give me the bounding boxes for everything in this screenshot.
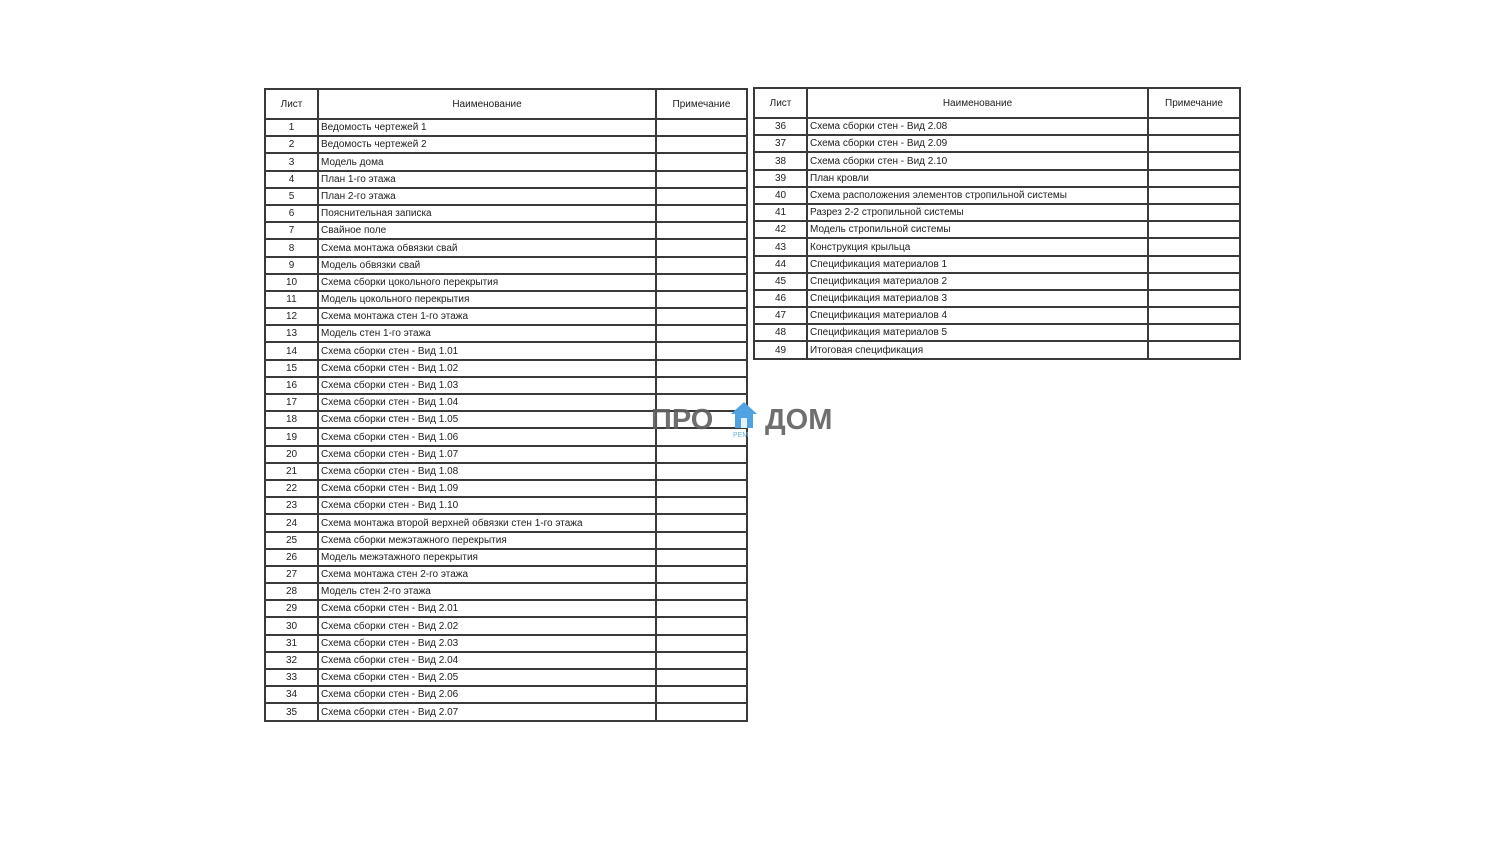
sheet-note-cell	[656, 188, 747, 205]
watermark-subtext: РЕМ	[733, 432, 749, 439]
table-row	[265, 153, 747, 170]
sheet-number-cell: 41	[754, 204, 807, 221]
sheet-name-cell: Разрез 2-2 стропильной системы	[807, 204, 1148, 221]
table-row	[265, 188, 747, 205]
sheet-name-cell: Схема монтажа стен 2-го этажа	[318, 566, 656, 583]
sheet-name-cell: Спецификация материалов 3	[807, 290, 1148, 307]
sheet-name-cell: Модель стен 2-го этажа	[318, 583, 656, 600]
sheet-note-cell	[656, 239, 747, 256]
sheet-number-cell: 34	[265, 686, 318, 703]
sheet-number-cell: 15	[265, 360, 318, 377]
sheet-number-cell: 29	[265, 600, 318, 617]
table-row	[265, 652, 747, 669]
sheet-note-cell	[1148, 307, 1240, 324]
sheet-name-cell: Спецификация материалов 2	[807, 273, 1148, 290]
table-row	[754, 152, 1240, 169]
table-row	[265, 566, 747, 583]
table-row	[265, 119, 747, 136]
header-sheet: Лист	[265, 89, 318, 119]
table-row	[754, 221, 1240, 238]
sheet-note-cell	[656, 342, 747, 359]
table-row	[265, 446, 747, 463]
sheet-number-cell: 18	[265, 411, 318, 428]
sheet-name-cell: Схема сборки стен - Вид 2.05	[318, 669, 656, 686]
sheet-note-cell	[1148, 324, 1240, 341]
pro-dom-watermark	[651, 400, 851, 444]
table-row	[265, 617, 747, 634]
sheet-note-cell	[656, 497, 747, 514]
sheet-name-cell: Схема монтажа второй верхней обвязки стен 1-го этажа	[318, 514, 656, 531]
sheet-note-cell	[656, 566, 747, 583]
sheet-name-cell: Схема сборки стен - Вид 2.02	[318, 617, 656, 634]
table-row	[265, 480, 747, 497]
sheet-name-cell: Схема сборки стен - Вид 1.07	[318, 446, 656, 463]
sheet-number-cell: 36	[754, 118, 807, 135]
table-row	[265, 136, 747, 153]
table-row	[754, 135, 1240, 152]
table-row	[754, 238, 1240, 255]
sheet-name-cell: Пояснительная записка	[318, 205, 656, 222]
sheet-number-cell: 17	[265, 394, 318, 411]
sheet-name-cell: Схема сборки стен - Вид 1.10	[318, 497, 656, 514]
sheet-note-cell	[656, 600, 747, 617]
sheet-number-cell: 7	[265, 222, 318, 239]
table-row	[265, 325, 747, 342]
sheet-number-cell: 46	[754, 290, 807, 307]
table-row	[265, 514, 747, 531]
table-row	[265, 257, 747, 274]
table-header-row	[265, 89, 747, 119]
sheet-number-cell: 49	[754, 341, 807, 358]
sheet-note-cell	[1148, 221, 1240, 238]
sheet-note-cell	[656, 257, 747, 274]
sheet-name-cell: Схема сборки стен - Вид 2.09	[807, 135, 1148, 152]
sheet-note-cell	[1148, 152, 1240, 169]
sheet-name-cell: Ведомость чертежей 2	[318, 136, 656, 153]
sheet-number-cell: 27	[265, 566, 318, 583]
house-icon	[729, 400, 759, 430]
sheet-name-cell: Схема сборки стен - Вид 1.02	[318, 360, 656, 377]
sheet-number-cell: 44	[754, 256, 807, 273]
sheet-note-cell	[1148, 204, 1240, 221]
table-row	[265, 703, 747, 720]
sheet-number-cell: 35	[265, 703, 318, 720]
table-row	[265, 669, 747, 686]
sheet-note-cell	[656, 325, 747, 342]
sheet-name-cell: Модель цокольного перекрытия	[318, 291, 656, 308]
sheet-name-cell: Схема сборки стен - Вид 2.04	[318, 652, 656, 669]
sheet-note-cell	[656, 446, 747, 463]
watermark-text-right: ДОМ	[765, 404, 833, 436]
table-row	[265, 291, 747, 308]
sheet-name-cell: Спецификация материалов 1	[807, 256, 1148, 273]
sheet-number-cell: 32	[265, 652, 318, 669]
sheet-number-cell: 11	[265, 291, 318, 308]
sheet-number-cell: 39	[754, 170, 807, 187]
sheet-note-cell	[1148, 118, 1240, 135]
sheet-name-cell: Схема сборки стен - Вид 2.10	[807, 152, 1148, 169]
sheet-note-cell	[656, 119, 747, 136]
sheet-note-cell	[656, 480, 747, 497]
table-row	[265, 360, 747, 377]
sheet-note-cell	[1148, 187, 1240, 204]
sheet-number-cell: 33	[265, 669, 318, 686]
sheet-name-cell: Схема монтажа обвязки свай	[318, 239, 656, 256]
sheet-note-cell	[656, 617, 747, 634]
table-row	[265, 686, 747, 703]
sheet-name-cell: План 2-го этажа	[318, 188, 656, 205]
sheet-note-cell	[1148, 290, 1240, 307]
table-row	[265, 308, 747, 325]
sheet-note-cell	[656, 274, 747, 291]
table-body-right	[754, 118, 1240, 359]
table-row	[265, 497, 747, 514]
sheet-name-cell: Схема сборки стен - Вид 2.06	[318, 686, 656, 703]
sheet-name-cell: Схема сборки стен - Вид 2.08	[807, 118, 1148, 135]
sheet-number-cell: 14	[265, 342, 318, 359]
sheet-number-cell: 13	[265, 325, 318, 342]
sheet-note-cell	[656, 153, 747, 170]
sheet-note-cell	[656, 703, 747, 720]
sheet-note-cell	[1148, 238, 1240, 255]
table-row	[265, 532, 747, 549]
sheet-name-cell: Схема сборки стен - Вид 1.01	[318, 342, 656, 359]
sheet-number-cell: 12	[265, 308, 318, 325]
sheet-name-cell: Схема сборки стен - Вид 1.04	[318, 394, 656, 411]
table-row	[265, 463, 747, 480]
sheet-note-cell	[656, 686, 747, 703]
sheet-note-cell	[656, 635, 747, 652]
sheet-name-cell: План 1-го этажа	[318, 171, 656, 188]
sheet-number-cell: 47	[754, 307, 807, 324]
table-row	[754, 273, 1240, 290]
sheet-name-cell: Свайное поле	[318, 222, 656, 239]
sheet-note-cell	[1148, 341, 1240, 358]
table-row	[754, 324, 1240, 341]
table-row	[265, 274, 747, 291]
watermark-text-left: ПРО	[651, 404, 714, 436]
header-note: Примечание	[1148, 88, 1240, 118]
sheet-note-cell	[656, 291, 747, 308]
sheet-name-cell: Модель обвязки свай	[318, 257, 656, 274]
sheet-number-cell: 5	[265, 188, 318, 205]
sheet-note-cell	[1148, 273, 1240, 290]
sheet-number-cell: 20	[265, 446, 318, 463]
table-row	[265, 549, 747, 566]
table-row	[754, 290, 1240, 307]
sheet-note-cell	[656, 360, 747, 377]
table-row	[265, 205, 747, 222]
sheet-number-cell: 30	[265, 617, 318, 634]
sheet-note-cell	[656, 222, 747, 239]
table-row	[265, 635, 747, 652]
sheet-name-cell: План кровли	[807, 170, 1148, 187]
table-header-row	[754, 88, 1240, 118]
table-row	[265, 222, 747, 239]
sheet-note-cell	[656, 532, 747, 549]
sheet-number-cell: 2	[265, 136, 318, 153]
sheet-note-cell	[656, 377, 747, 394]
sheet-number-cell: 8	[265, 239, 318, 256]
sheet-name-cell: Схема сборки стен - Вид 1.06	[318, 428, 656, 445]
sheet-number-cell: 48	[754, 324, 807, 341]
sheet-number-cell: 37	[754, 135, 807, 152]
table-row	[265, 583, 747, 600]
sheet-number-cell: 16	[265, 377, 318, 394]
table-row	[754, 170, 1240, 187]
sheet-name-cell: Модель межэтажного перекрытия	[318, 549, 656, 566]
sheet-number-cell: 25	[265, 532, 318, 549]
sheet-number-cell: 10	[265, 274, 318, 291]
table-row	[754, 187, 1240, 204]
sheet-number-cell: 19	[265, 428, 318, 445]
sheet-number-cell: 28	[265, 583, 318, 600]
sheet-note-cell	[1148, 135, 1240, 152]
sheet-name-cell: Схема монтажа стен 1-го этажа	[318, 308, 656, 325]
header-name: Наименование	[807, 88, 1148, 118]
sheet-name-cell: Схема сборки межэтажного перекрытия	[318, 532, 656, 549]
sheet-number-cell: 6	[265, 205, 318, 222]
sheet-note-cell	[656, 136, 747, 153]
sheet-note-cell	[1148, 170, 1240, 187]
sheet-number-cell: 4	[265, 171, 318, 188]
sheet-number-cell: 24	[265, 514, 318, 531]
sheet-name-cell: Схема сборки стен - Вид 1.08	[318, 463, 656, 480]
table-row	[754, 204, 1240, 221]
sheet-number-cell: 3	[265, 153, 318, 170]
sheet-number-cell: 23	[265, 497, 318, 514]
table-row	[265, 171, 747, 188]
sheet-note-cell	[656, 652, 747, 669]
sheet-number-cell: 38	[754, 152, 807, 169]
sheet-name-cell: Конструкция крыльца	[807, 238, 1148, 255]
sheet-number-cell: 1	[265, 119, 318, 136]
sheet-note-cell	[656, 205, 747, 222]
sheet-note-cell	[656, 308, 747, 325]
sheet-number-cell: 31	[265, 635, 318, 652]
sheet-name-cell: Итоговая спецификация	[807, 341, 1148, 358]
sheet-name-cell: Ведомость чертежей 1	[318, 119, 656, 136]
sheet-note-cell	[1148, 256, 1240, 273]
sheet-number-cell: 21	[265, 463, 318, 480]
sheet-name-cell: Схема сборки стен - Вид 1.03	[318, 377, 656, 394]
sheet-name-cell: Модель дома	[318, 153, 656, 170]
table-row	[265, 239, 747, 256]
sheet-note-cell	[656, 669, 747, 686]
sheet-note-cell	[656, 463, 747, 480]
sheet-name-cell: Спецификация материалов 5	[807, 324, 1148, 341]
table-row	[265, 342, 747, 359]
sheet-name-cell: Схема сборки стен - Вид 1.09	[318, 480, 656, 497]
table-row	[754, 341, 1240, 358]
table-row	[265, 600, 747, 617]
sheet-name-cell: Спецификация материалов 4	[807, 307, 1148, 324]
sheet-number-cell: 26	[265, 549, 318, 566]
table-row	[754, 118, 1240, 135]
sheet-number-cell: 9	[265, 257, 318, 274]
drawing-register-table-right	[753, 87, 1241, 360]
table-row	[265, 377, 747, 394]
sheet-name-cell: Модель стен 1-го этажа	[318, 325, 656, 342]
sheet-name-cell: Схема расположения элементов стропильной системы	[807, 187, 1148, 204]
header-name: Наименование	[318, 89, 656, 119]
sheet-name-cell: Схема сборки стен - Вид 1.05	[318, 411, 656, 428]
page-cut-edge	[262, 757, 748, 767]
sheet-number-cell: 22	[265, 480, 318, 497]
sheet-note-cell	[656, 549, 747, 566]
table-row	[754, 256, 1240, 273]
sheet-note-cell	[656, 171, 747, 188]
sheet-name-cell: Схема сборки цокольного перекрытия	[318, 274, 656, 291]
header-sheet: Лист	[754, 88, 807, 118]
sheet-name-cell: Модель стропильной системы	[807, 221, 1148, 238]
sheet-number-cell: 43	[754, 238, 807, 255]
sheet-name-cell: Схема сборки стен - Вид 2.01	[318, 600, 656, 617]
sheet-note-cell	[656, 514, 747, 531]
sheet-name-cell: Схема сборки стен - Вид 2.03	[318, 635, 656, 652]
sheet-note-cell	[656, 583, 747, 600]
header-note: Примечание	[656, 89, 747, 119]
sheet-number-cell: 40	[754, 187, 807, 204]
sheet-number-cell: 45	[754, 273, 807, 290]
sheet-name-cell: Схема сборки стен - Вид 2.07	[318, 703, 656, 720]
table-row	[754, 307, 1240, 324]
sheet-number-cell: 42	[754, 221, 807, 238]
